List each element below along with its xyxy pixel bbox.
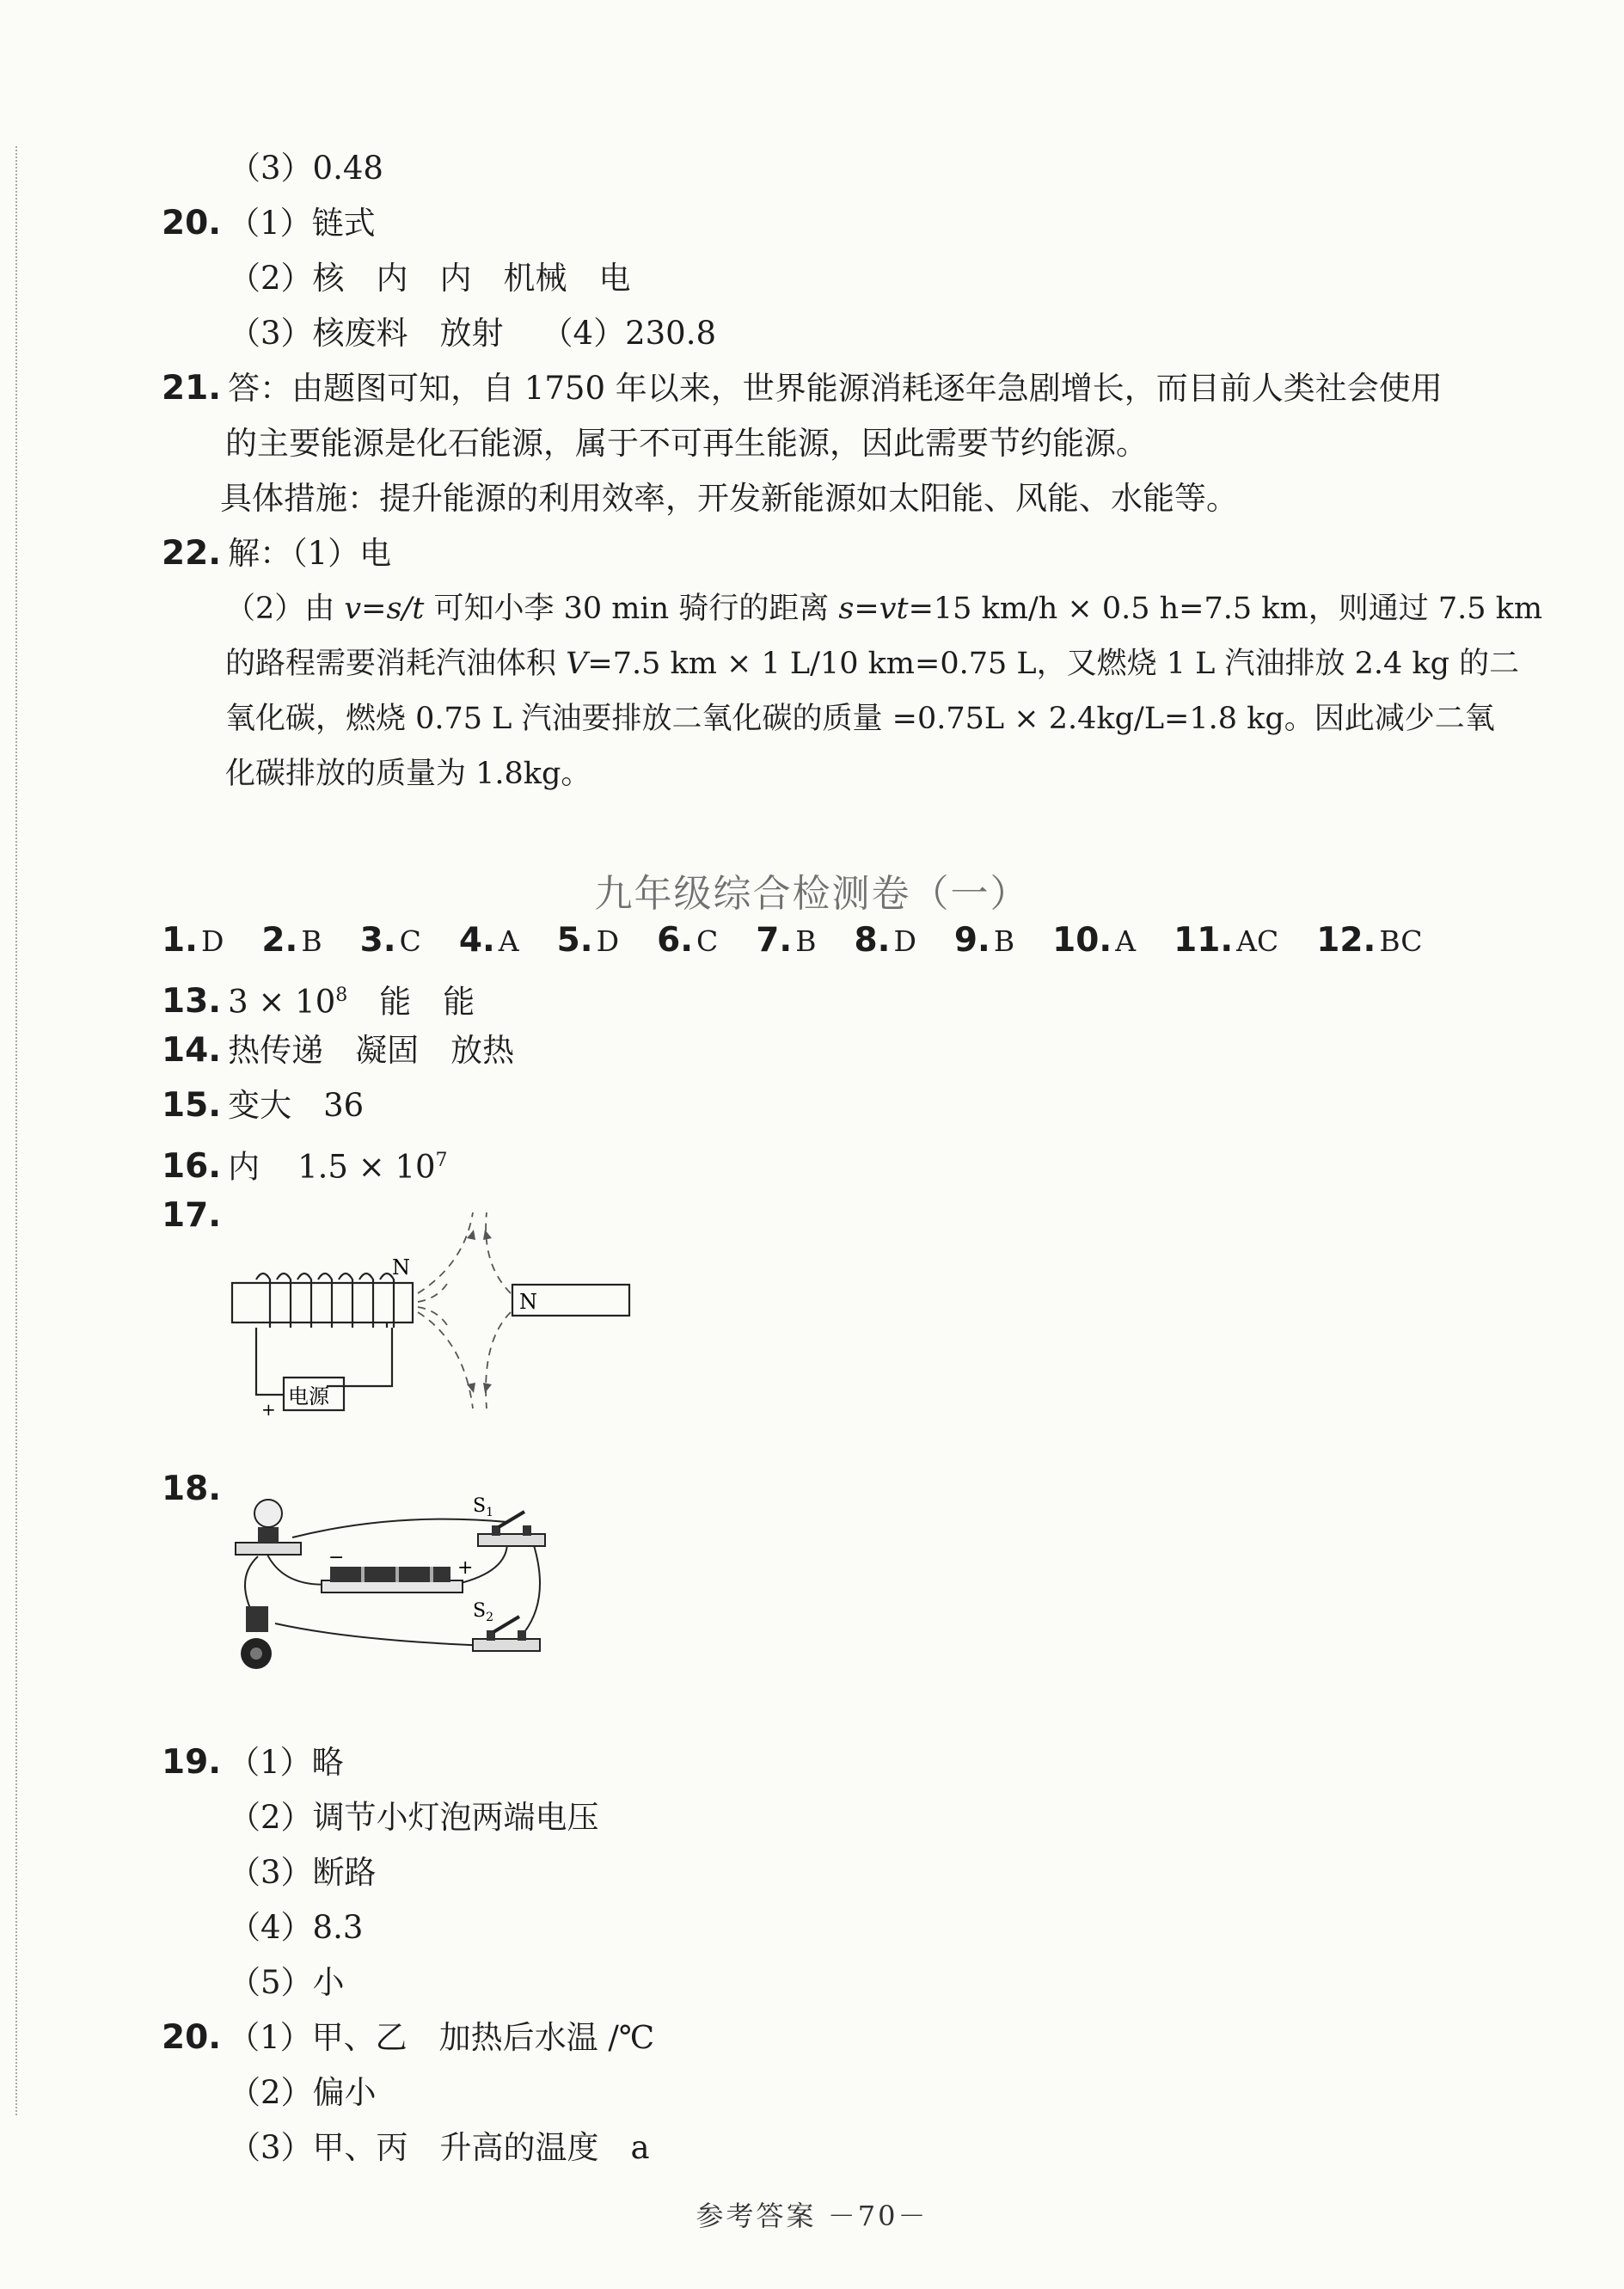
question-number: 21.	[162, 369, 222, 408]
mc-answer-item	[162, 920, 224, 962]
mc-answer-choice: B	[795, 924, 817, 958]
battery-positive-label: +	[457, 1557, 474, 1579]
question-number: 4.	[458, 921, 495, 960]
wire-top	[292, 1519, 507, 1537]
answer-13-base: 3 × 10	[228, 983, 336, 1021]
answer-20-second-part1: （1）甲、乙 加热后水温 /℃	[228, 2019, 655, 2056]
answer-22-line2	[225, 588, 1542, 629]
question-number: 3.	[359, 921, 396, 960]
mc-answer-choice: D	[200, 924, 224, 958]
section-title: 九年级综合检测卷（一）	[594, 872, 1030, 916]
formula-segment: v=s/t	[344, 592, 425, 626]
text-segment: =7.5 km × 1 L/10 km=0.75 L，又燃烧 1 L 汽油排放 2.4 kg 的二	[587, 647, 1520, 681]
answer-20-second-part3: （3）甲、丙 升高的温度 a	[229, 2129, 650, 2166]
answer-22-line4: 氧化碳，燃烧 0.75 L 汽油要排放二氧化碳的质量 =0.75L × 2.4kg/L=1.8 kg。因此减少二氧	[225, 702, 1495, 736]
question-number: 14.	[162, 1031, 222, 1070]
answer-16	[162, 1140, 448, 1187]
mc-answer-choice: D	[596, 924, 620, 958]
answer-17	[162, 1195, 228, 1237]
answer-20-part4: （4）230.8	[541, 315, 717, 352]
question-number: 17.	[162, 1196, 222, 1235]
electric-bell	[241, 1606, 272, 1669]
mc-answer-choice: A	[1115, 924, 1137, 958]
answer-22-line3	[225, 643, 1519, 684]
question-number: 11.	[1174, 921, 1234, 960]
answer-19-part3: （3）断路	[229, 1854, 377, 1891]
question-number: 20.	[162, 2018, 222, 2057]
mc-answer-item	[261, 920, 322, 962]
answer-15	[162, 1085, 364, 1126]
pole-label-right: N	[519, 1290, 537, 1314]
question-number: 19.	[162, 1743, 222, 1782]
solenoid-core	[232, 1283, 413, 1322]
answer-19	[162, 1742, 344, 1783]
field-arrows	[467, 1230, 492, 1393]
pole-label-left: N	[392, 1255, 410, 1280]
mc-answer-choice: AC	[1236, 924, 1279, 958]
answer-13-exponent: 8	[335, 985, 348, 1006]
wire-left	[256, 1328, 284, 1395]
mc-answer-choice: D	[893, 924, 916, 958]
mc-answer-item	[1316, 920, 1422, 962]
switch-s1-subscript: 1	[486, 1506, 493, 1519]
answer-20-second-part2: （2）偏小	[229, 2074, 377, 2111]
power-source-label: 电源	[288, 1384, 329, 1408]
switch-s2-subscript: 2	[486, 1611, 493, 1624]
solenoid-diagram	[224, 1212, 645, 1419]
answer-15-text: 变大 36	[228, 1087, 365, 1124]
question-number: 10.	[1052, 921, 1112, 960]
answer-20-part1: （1）链式	[228, 205, 376, 242]
question-number: 15.	[162, 1086, 222, 1125]
answer-20-second	[162, 2017, 654, 2059]
answer-16-exponent: 7	[435, 1150, 448, 1171]
question-number: 12.	[1316, 921, 1376, 960]
answer-22	[162, 533, 391, 574]
bulb	[236, 1500, 301, 1555]
circuit-diagram	[224, 1477, 567, 1684]
question-number: 2.	[261, 921, 298, 960]
switch-s1-letter: S	[473, 1495, 487, 1517]
question-number: 7.	[756, 921, 793, 960]
answer-14-text: 热传递 凝固 放热	[228, 1032, 515, 1069]
answer-20-part3-4	[229, 313, 716, 354]
answer-20-part3: （3）核废料 放射	[229, 315, 504, 352]
mc-answer-choice: B	[301, 924, 322, 958]
answer-13	[162, 975, 475, 1022]
multiple-choice-answers	[162, 920, 1460, 962]
mc-answer-item	[1174, 920, 1278, 962]
mc-answer-item	[756, 920, 816, 962]
switch-s2-letter: S	[473, 1600, 487, 1622]
formula-segment: s=vt	[838, 592, 909, 626]
formula-segment: V	[566, 647, 588, 681]
mc-answer-item	[459, 920, 519, 962]
answer-19-part3: （3）0.48	[229, 150, 383, 187]
answer-22-line5: 化碳排放的质量为 1.8kg。	[225, 757, 591, 791]
mc-answer-choice: C	[399, 924, 421, 958]
answer-19-part4: （4）8.3	[229, 1909, 364, 1946]
question-number: 18.	[162, 1470, 222, 1508]
switch-s2	[473, 1617, 540, 1651]
magnetic-field-lines	[418, 1212, 511, 1408]
question-number: 16.	[162, 1147, 222, 1187]
answer-19-part1: （1）略	[228, 1744, 344, 1781]
answer-22-part1: 解：（1）电	[228, 535, 392, 572]
answer-20-part2: （2）核 内 内 机械 电	[229, 260, 631, 297]
answer-18	[162, 1469, 228, 1510]
text-segment: （2）由	[225, 592, 345, 626]
answer-16-base: 1.5 × 10	[297, 1148, 436, 1186]
answer-21-line1: 答：由题图可知，自 1750 年以来，世界能源消耗逐年急剧增长，而目前人类社会使用	[228, 370, 1443, 407]
answer-14	[162, 1030, 514, 1071]
mc-answer-item	[954, 920, 1014, 962]
question-number: 9.	[953, 921, 990, 960]
battery	[322, 1567, 463, 1592]
binding-margin-line	[15, 146, 17, 2115]
answer-19-part5: （5）小	[229, 1964, 345, 2001]
question-number: 22.	[162, 534, 222, 573]
battery-negative-label: −	[328, 1547, 345, 1568]
answer-21-line2: 的主要能源是化石能源，属于不可再生能源，因此需要节约能源。	[225, 425, 1148, 462]
coil-windings	[256, 1273, 394, 1328]
answer-13-rest: 能 能	[347, 983, 475, 1021]
mc-answer-choice: C	[696, 924, 719, 958]
positive-terminal: +	[261, 1399, 276, 1419]
mc-answer-item	[557, 920, 619, 962]
text-segment: 可知小李 30 min 骑行的距离	[424, 592, 839, 626]
answer-16-part1: 内	[228, 1148, 260, 1186]
question-number: 13.	[162, 982, 222, 1022]
switch-s1-label	[473, 1495, 493, 1519]
mc-answer-choice: BC	[1379, 924, 1423, 958]
question-number: 20.	[162, 204, 222, 242]
question-number: 6.	[657, 921, 694, 960]
text-segment: =15 km/h × 0.5 h=7.5 km，则通过 7.5 km	[908, 592, 1543, 626]
wire-s1-s2	[524, 1543, 540, 1632]
mc-answer-item	[657, 920, 718, 962]
mc-answer-item	[360, 920, 421, 962]
text-segment: 的路程需要消耗汽油体积	[225, 647, 567, 681]
wire-bell-s2	[275, 1623, 490, 1646]
mc-answer-choice: B	[993, 924, 1015, 958]
mc-answer-choice: A	[498, 924, 519, 958]
question-number: 5.	[556, 921, 593, 960]
mc-answer-item	[1052, 920, 1136, 962]
answer-20	[162, 203, 376, 244]
mc-answer-item	[854, 920, 916, 962]
answer-21-line3: 具体措施：提升能源的利用效率，开发新能源如太阳能、风能、水能等。	[220, 480, 1238, 517]
switch-s2-label	[473, 1600, 493, 1624]
question-number: 1.	[162, 921, 198, 960]
answer-19-part2: （2）调节小灯泡两端电压	[229, 1799, 599, 1836]
question-number: 8.	[854, 921, 891, 960]
answer-21	[162, 368, 1443, 409]
page-footer: 参考答案 －70－	[696, 2200, 928, 2232]
